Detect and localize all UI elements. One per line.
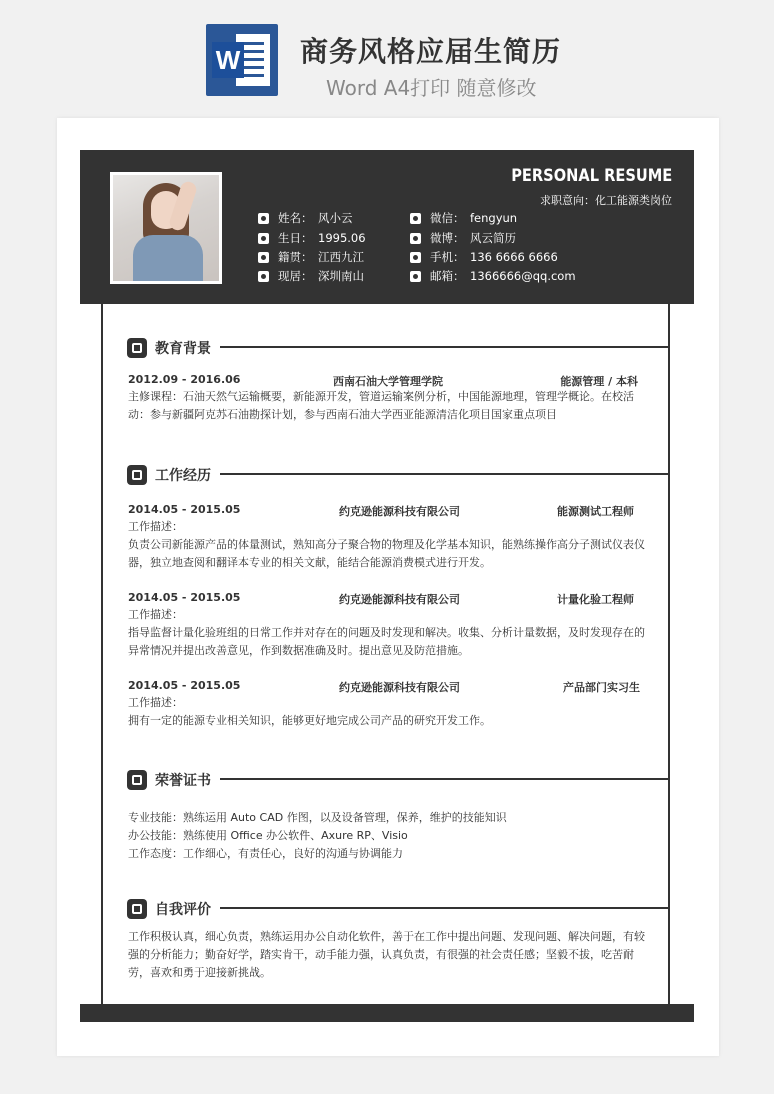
section-divider (220, 346, 669, 348)
leaf-icon (127, 899, 147, 919)
footer-bar (80, 1004, 694, 1022)
resume-header (80, 150, 694, 304)
banner-title: 商务风格应届生简历 (300, 35, 562, 68)
calendar-icon (258, 252, 269, 263)
resume-title: PERSONAL RESUME (510, 166, 672, 186)
word-logo-letter: W (212, 42, 244, 78)
experience-row-1: 2014.05 - 2015.05 约克逊能源科技有限公司 能源测试工程师 (128, 503, 634, 518)
experience-label-2: 工作描述： (128, 608, 183, 621)
gear-icon (127, 770, 147, 790)
briefcase-icon (127, 465, 147, 485)
honor-line-2: 办公技能：熟练使用 Office 办公软件、Axure RP、Visio (128, 829, 408, 842)
location-icon (258, 271, 269, 282)
job-objective: 求职意向：化工能源类岗位 (540, 194, 672, 207)
user-icon (258, 213, 269, 224)
info-name: 姓名： 风小云 (258, 210, 353, 226)
weibo-icon (410, 233, 421, 244)
word-logo-icon (206, 24, 278, 96)
experience-label-3: 工作描述： (128, 696, 183, 709)
experience-description-3: 拥有一定的能源专业相关知识，能够更好地完成公司产品的研究开发工作。 (128, 714, 491, 727)
info-phone: 手机： 136 6666 6666 (410, 249, 558, 265)
experience-label-1: 工作描述： (128, 520, 183, 533)
experience-description-2: 指导监督计量化验班组的日常工作并对存在的问题及时发现和解决。收集、分析计量数据，及时发现存在的异常情况并提出改善意见，作到数据准确及时。提出意见及防范措施。 (128, 626, 645, 657)
experience-row-2: 2014.05 - 2015.05 约克逊能源科技有限公司 计量化验工程师 (128, 591, 634, 606)
section-experience-heading: 工作经历 (127, 463, 211, 487)
section-divider (220, 907, 669, 909)
education-description: 主修课程：石油天然气运输概要，新能源开发，管道运输案例分析，中国能源地理，管理学概论。在校活动：参与新疆阿克苏石油勘探计划，参与西南石油大学西亚能源清洁化项目国家重点项目 (128, 390, 634, 421)
info-wechat: 微信： fengyun (410, 210, 517, 226)
mail-icon (410, 271, 421, 282)
frame-right-border (668, 304, 670, 1004)
experience-description-1: 负责公司新能源产品的体量测试，熟知高分子聚合物的物理及化学基本知识，能熟练操作高分子测试仪表仪器，独立地查阅和翻译本专业的相关文献，能结合能源消费模式进行开发。 (128, 538, 645, 569)
section-self-eval-heading: 自我评价 (127, 897, 211, 921)
profile-photo-frame (110, 172, 222, 284)
graduation-cap-icon (127, 338, 147, 358)
profile-photo (113, 175, 219, 281)
wechat-icon (410, 213, 421, 224)
banner-subtitle: Word A4打印 随意修改 (326, 76, 537, 100)
section-education-heading: 教育背景 (127, 336, 211, 360)
experience-row-3: 2014.05 - 2015.05 约克逊能源科技有限公司 产品部门实习生 (128, 679, 640, 694)
frame-left-border (101, 304, 103, 1004)
honor-line-3: 工作态度：工作细心，有责任心，良好的沟通与协调能力 (128, 847, 403, 860)
section-divider (220, 778, 669, 780)
section-honors-heading: 荣誉证书 (127, 768, 211, 792)
birthday-icon (258, 233, 269, 244)
info-hometown: 籍贯： 江西九江 (258, 249, 364, 265)
info-residence: 现居： 深圳南山 (258, 268, 364, 284)
section-divider (220, 473, 669, 475)
info-birthday: 生日： 1995.06 (258, 230, 366, 246)
education-row: 2012.09 - 2016.06 西南石油大学管理学院 能源管理 / 本科 (128, 373, 638, 388)
info-email: 邮箱： 1366666@qq.com (410, 268, 576, 284)
top-banner (0, 0, 774, 118)
phone-icon (410, 252, 421, 263)
info-weibo: 微博： 风云简历 (410, 230, 516, 246)
honor-line-1: 专业技能：熟练运用 Auto CAD 作图，以及设备管理，保养，维护的技能知识 (128, 811, 507, 824)
self-eval-description: 工作积极认真，细心负责，熟练运用办公自动化软件，善于在工作中提出问题、发现问题、解决问题，有较强的分析能力；勤奋好学，踏实肯干，动手能力强，认真负责，有很强的社会责任感；坚毅不拔，吃苦耐劳，喜欢和勇于迎接新挑战。 (128, 930, 645, 979)
